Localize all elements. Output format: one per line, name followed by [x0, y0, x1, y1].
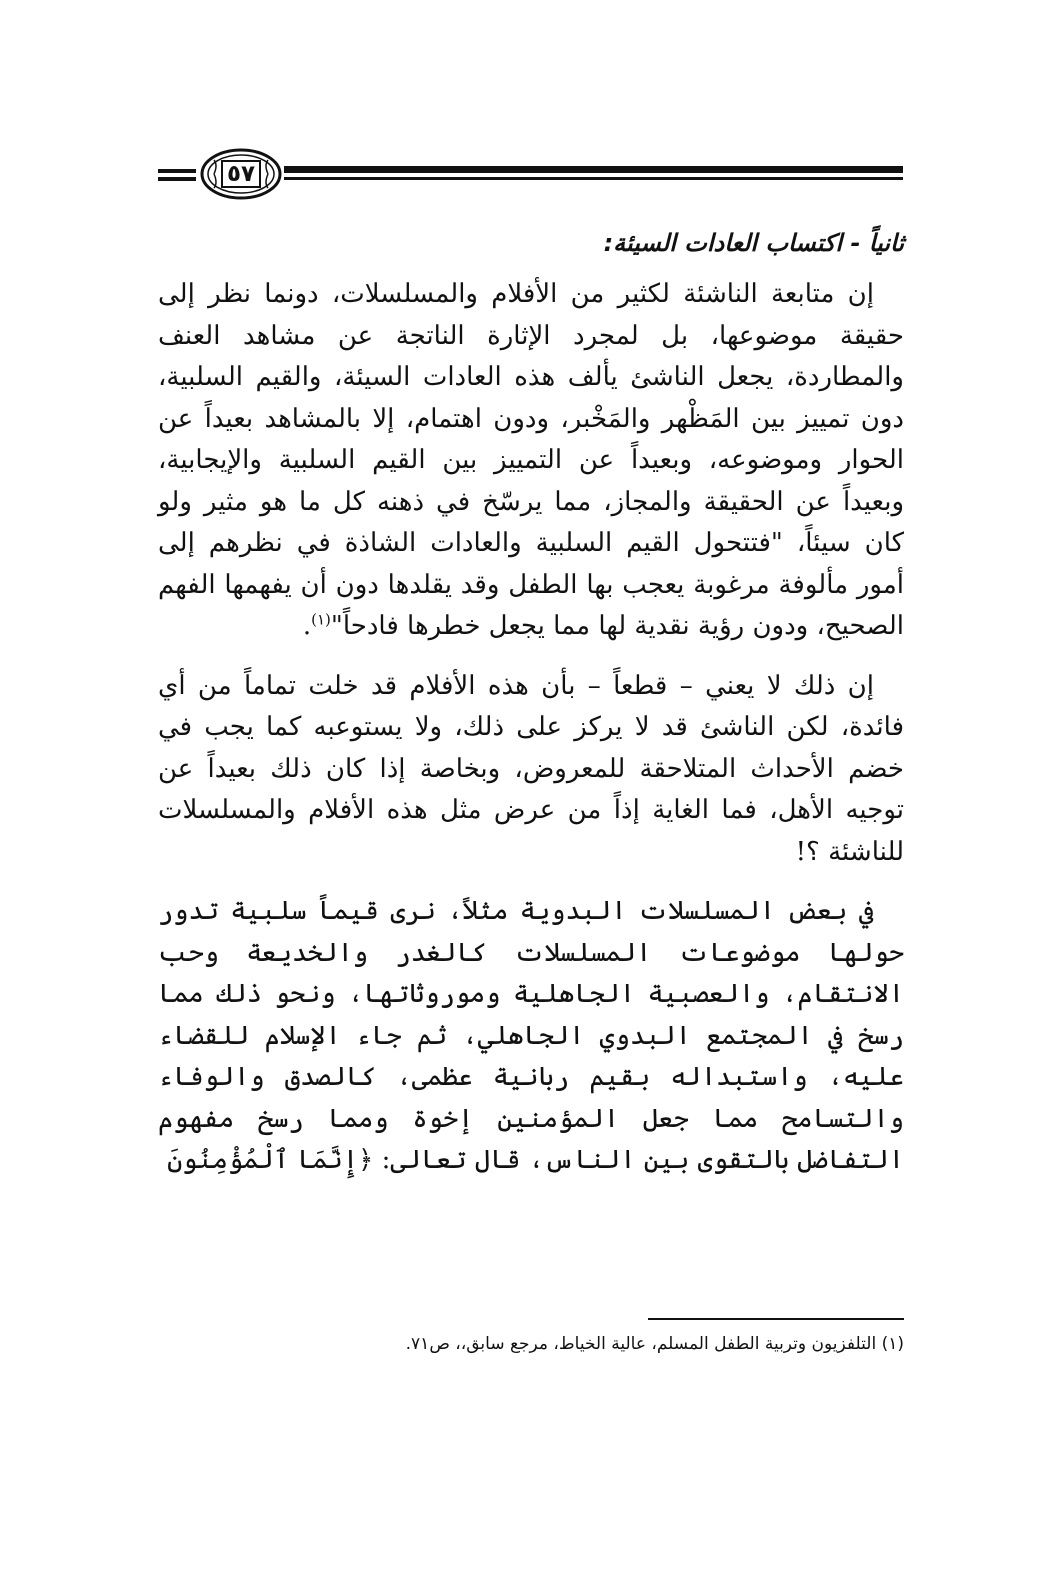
paragraph-1-tail: .	[302, 611, 312, 641]
paragraph-2: إن ذلك لا يعني – قطعاً – بأن هذه الأفلام قد خلت تماماً من أي فائدة، لكن الناشئ قد لا يركز على ذلك، ولا يستوعبه كما يجب في خضم الأحداث المتلاحقة للمعروض، وبخاصة إذا كان ذلك بعيداً عن توجيه الأهل، فما الغاية إذاً من عرض مثل هذه الأفلام والمسلسلات للناشئة ؟!	[158, 670, 904, 867]
header-rule-right-thin	[284, 177, 903, 180]
header-rule-left-bottom	[158, 177, 196, 181]
footnote: (١) التلفزيون وتربية الطفل المسلم، عالية الخياط، مرجع سابق،، ص٧١.	[405, 1334, 904, 1354]
section-title: ثانياً - اكتساب العادات السيئة:	[603, 229, 904, 257]
header-rule-left-top	[158, 169, 196, 173]
page-number-badge	[200, 148, 282, 200]
page-header	[158, 146, 903, 204]
footnote-ref: (١)	[311, 610, 331, 629]
page-number: ٥٧	[226, 161, 256, 187]
page-body	[158, 206, 904, 1182]
paragraph-3: في بعض المسلسلات البدوية مثلاً، نرى قيماً سلبية تدور حولها موضوعات المسلسلات كالغدر والخديعة وحب الانتقام، والعصبية الجاهلية وموروثاتها، ونحو ذلك مما رسخ في المجتمع البدوي الجاهلي، ثم جاء الإسلام للقضاء عليه، واستبداله بقيم ربانية عظمى، كالصدق والوفاء والتسامح مما جعل المؤمنين إخوة ومما رسخ مفهوم التفاضل بالتقوى بين الناس، قال تعالى: ﴿إِنَّمَا ٱلْمُؤْمِنُونَ	[158, 896, 904, 1175]
paragraph-1	[158, 274, 904, 648]
header-rule-right-thick	[284, 166, 903, 173]
paragraph-1-text: إن متابعة الناشئة لكثير من الأفلام والمسلسلات، دونما نظر إلى حقيقة موضوعها، بل لمجرد الإثارة الناتجة عن مشاهد العنف والمطاردة، يجعل الناشئ يألف هذه العادات السيئة، والقيم السلبية، دون تمييز بين المَظْهر والمَخْبر، ودون اهتمام، إلا بالمشاهد بعيداً عن الحوار وموضوعه، وبعيداً عن التمييز بين القيم السلبية والإيجابية، وبعيداً عن الحقيقة والمجاز، مما يرسّخ في ذهنه كل ما هو مثير ولو كان سيئاً، "فتتحول القيم السلبية والعادات الشاذة في نظرهم إلى أمور مألوفة مرغوبة يعجب بها الطفل وقد يقلدها دون أن يفهمها الفهم الصحيح، ودون رؤية نقدية لها مما يجعل خطرها فادحاً"	[158, 279, 904, 641]
footnote-separator	[648, 1318, 904, 1320]
